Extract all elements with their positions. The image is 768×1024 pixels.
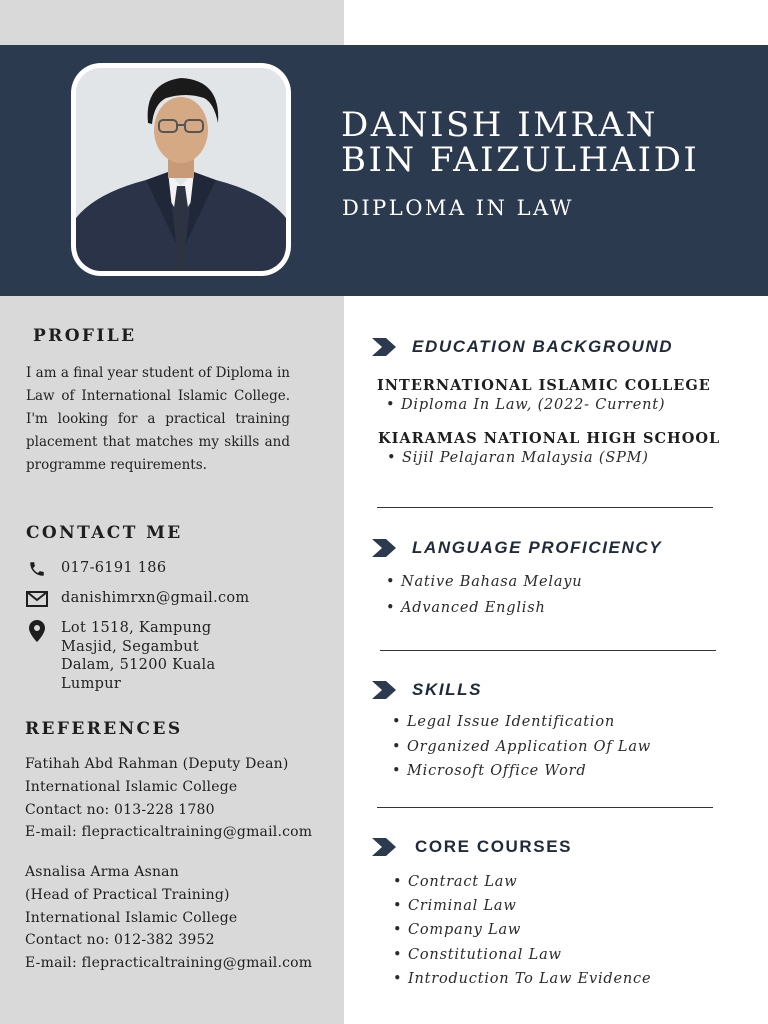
- list-item: • Constitutional Law: [391, 943, 651, 967]
- list-item: • Sijil Pelajaran Malaysia (SPM): [385, 450, 649, 466]
- profile-photo: [76, 68, 286, 271]
- contact-phone: 017-6191 186: [61, 560, 167, 576]
- reference-line: Contact no: 012-382 3952: [25, 932, 215, 949]
- skills-list: [390, 710, 651, 784]
- chevron-right-icon: [372, 539, 398, 557]
- candidate-name-line-2: BIN FAIZULHAIDI: [341, 140, 700, 180]
- reference-entry-2: [25, 861, 312, 975]
- education-list-1: [384, 397, 665, 413]
- reference-line: Asnalisa Arma Asnan: [25, 864, 179, 880]
- envelope-icon: [26, 589, 48, 609]
- profile-heading: PROFILE: [33, 326, 137, 346]
- school-name: INTERNATIONAL ISLAMIC COLLEGE: [377, 377, 711, 394]
- list-item: • Organized Application Of Law: [390, 735, 651, 760]
- language-heading: LANGUAGE PROFICIENCY: [412, 538, 663, 557]
- skills-heading: SKILLS: [412, 680, 483, 699]
- reference-line: (Head of Practical Training): [25, 886, 230, 903]
- language-list: [384, 569, 582, 621]
- contact-email[interactable]: danishimrxn@gmail.com: [61, 590, 250, 606]
- section-divider: [377, 807, 713, 808]
- contact-email-row: [26, 589, 249, 609]
- skills-section-header: [372, 680, 482, 700]
- courses-section-header: [372, 837, 572, 857]
- reference-email[interactable]: E-mail: flepracticaltraining@gmail.com: [25, 824, 313, 841]
- contact-heading: CONTACT ME: [26, 523, 183, 543]
- contact-address-row: [26, 619, 215, 693]
- school-name: KIARAMAS NATIONAL HIGH SCHOOL: [378, 430, 721, 447]
- address-line: Masjid, Segambut: [61, 638, 200, 655]
- address-line: Dalam, 51200 Kuala: [61, 657, 216, 673]
- education-section-header: [372, 337, 673, 357]
- list-item: • Criminal Law: [391, 894, 651, 918]
- education-heading: EDUCATION BACKGROUND: [412, 337, 674, 356]
- candidate-name: [341, 105, 700, 180]
- list-item: • Microsoft Office Word: [390, 759, 651, 784]
- reference-email[interactable]: E-mail: flepracticaltraining@gmail.com: [25, 955, 313, 972]
- reference-entry-1: [25, 753, 312, 844]
- courses-heading: CORE COURSES: [415, 837, 573, 856]
- language-section-header: [372, 538, 662, 558]
- candidate-subtitle: DIPLOMA IN LAW: [342, 196, 574, 220]
- profile-text: I am a final year student of Diploma in Law of International Islamic College. I'm looking for a practical training placement that matches my skills and programme requirements.: [26, 365, 290, 473]
- chevron-right-icon: [372, 838, 398, 856]
- reference-line: Contact no: 013-228 1780: [25, 801, 215, 818]
- contact-phone-row: [26, 559, 166, 579]
- list-item: • Introduction To Law Evidence: [391, 967, 651, 991]
- phone-icon: [26, 559, 48, 579]
- section-divider: [377, 507, 713, 508]
- list-item: • Legal Issue Identification: [390, 710, 651, 735]
- map-pin-icon: [26, 619, 48, 643]
- references-heading: REFERENCES: [25, 719, 183, 739]
- list-item: • Advanced English: [384, 595, 582, 621]
- education-list-2: [385, 450, 649, 466]
- reference-line: International Islamic College: [25, 909, 238, 926]
- list-item: • Company Law: [391, 918, 651, 942]
- profile-photo-frame: [71, 63, 291, 276]
- candidate-name-line-1: DANISH IMRAN: [341, 105, 658, 145]
- reference-line: International Islamic College: [25, 778, 238, 795]
- list-item: • Diploma In Law, (2022- Current): [384, 397, 665, 413]
- chevron-right-icon: [372, 681, 398, 699]
- reference-line: Fatihah Abd Rahman (Deputy Dean): [25, 756, 289, 772]
- list-item: • Contract Law: [391, 870, 651, 894]
- contact-address: [61, 619, 215, 693]
- address-line: Lumpur: [61, 675, 122, 692]
- list-item: • Native Bahasa Melayu: [384, 569, 582, 595]
- courses-list: [391, 870, 651, 991]
- chevron-right-icon: [372, 338, 398, 356]
- address-line: Lot 1518, Kampung: [61, 620, 212, 636]
- section-divider: [380, 650, 716, 651]
